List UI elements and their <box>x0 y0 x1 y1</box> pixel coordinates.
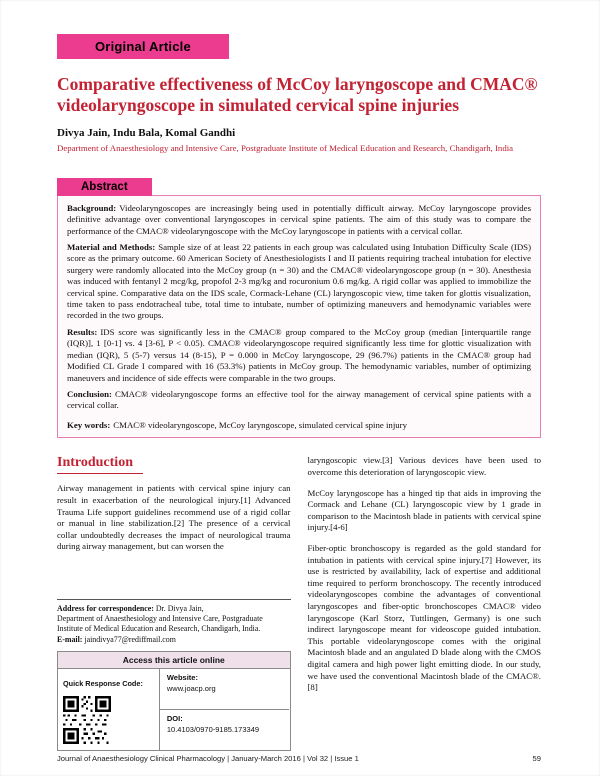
right-paragraph-1: laryngoscopic view.[3] Various devices have been used to overcome this deterioration of laryngoscopic view. <box>307 455 541 477</box>
abstract-results-paragraph <box>67 327 531 384</box>
keywords-label: Key words: <box>67 419 111 430</box>
email-label: E-mail: <box>57 634 83 644</box>
abstract-methods-text: Sample size of at least 22 patients in each group was calculated using Intubation Difficulty Scale (IDS) score as the primary outcome. 60 American Society of Anesthesiologists I and II patients requiring tracheal intubation for elective surgery were randomly allocated into the McCoy group (n = 30) and the CMAC® videolaryngoscope group (n = 30). Anesthesia was induced with fentanyl 2 mcg/kg, propofol 2-3 mg/kg and rocuronium 0.6 mg/kg. A rigid collar was applied to immobilize the cervical spine. Comparative data on the IDS scale, Cormack-Lehane (CL) laryngoscopic view, time taken for glottis visualization, time taken to pass endotracheal tube, total time to intubate, number of optimizing maneuvers and hemodynamic variables were recorded in the two groups. <box>67 241 532 321</box>
abstract-box <box>57 195 541 439</box>
doi-value: 10.4103/0970-9185.173349 <box>166 725 260 735</box>
left-column <box>57 455 291 751</box>
correspondence-block <box>57 599 291 646</box>
correspondence-address: Department of Anaesthesiology and Intensive Care, Postgraduate Institute of Medical Education and Research, Chandigarh, India. <box>57 614 263 634</box>
abstract-background-text: Videolaryngoscopes are increasingly being used in potentially difficult airway. McCoy laryngoscope provides definitive advantage over conventional laryngoscopes in cervical spine patients. The aim of this study was to compare the performance of the CMAC® videolaryngoscope with the McCoy laryngoscope in patients with a cervical collar. <box>67 202 531 236</box>
right-column <box>308 455 542 751</box>
abstract-section <box>57 177 541 439</box>
abstract-methods-paragraph <box>67 242 531 322</box>
affiliation-line: Department of Anaesthesiology and Intensive Care, Postgraduate Institute of Medical Education and Research, Chandigarh, India <box>57 142 514 153</box>
qr-code-icon <box>63 696 111 744</box>
website-value: www.joacp.org <box>166 684 216 694</box>
abstract-conclusion-text: CMAC® videolaryngoscope forms an effective tool for the airway management of cervical spine patients with a cervical collar. <box>67 389 531 411</box>
correspondence-label: Address for correspondence: <box>57 603 154 613</box>
abstract-background-label: Background: <box>67 202 117 213</box>
two-column-body <box>57 455 541 751</box>
authors-line: Divya Jain, Indu Bala, Komal Gandhi <box>57 126 236 139</box>
footer-journal-line: Journal of Anaesthesiology Clinical Pharmacology | January-March 2016 | Vol 32 | Issue 1 <box>57 754 359 763</box>
website-label: Website: <box>166 673 198 683</box>
doi-label: DOI: <box>166 714 183 724</box>
right-paragraph-2: McCoy laryngoscope has a hinged tip that aids in improving the Cormack and Lehane (CL) laryngoscopic view by 1 grade in comparison to the Macintosh blade in patients with cervical spine injury.[4-6] <box>307 487 541 533</box>
keywords-line <box>67 420 531 431</box>
correspondence-email-line <box>57 635 291 645</box>
introduction-paragraph: Airway management in patients with cervical spine injury can result in exacerbation of the neurological injury.[1] Advanced Trauma Life support guidelines recommend use of a rigid collar or manual in line stabilization.[2] The presence of a cervical collar undoubtedly decreases the impact of neurological trauma during airway management, but can worsen the <box>57 483 291 552</box>
introduction-heading: Introduction <box>57 455 143 474</box>
abstract-results-label: Results: <box>67 326 98 337</box>
doi-cell <box>160 709 290 750</box>
paper-title: Comparative effectiveness of McCoy laryngoscope and CMAC® videolaryngoscope in simulated cervical spine injuries <box>57 74 538 116</box>
access-box-body <box>58 669 290 750</box>
article-type-badge: Original Article <box>57 34 229 59</box>
abstract-conclusion-label: Conclusion: <box>67 389 112 400</box>
access-box-title: Access this article online <box>58 652 290 669</box>
abstract-results-text: IDS score was significantly less in the CMAC® group compared to the McCoy group (median [interquartile range (IQR)], 1 [0-1] vs. 4 [3-6], P < 0.05). CMAC® videolaryngoscope required significantly less time for glottic visualization with median (IQR), 5 (5-7) versus 14 (8-15), P = 0.000 in McCoy laryngoscope, 29 (96.7%) patients in the CMAC® group had Modified CL Grade I compared with 16 (53.3%) patients in McCoy group. The hemodynamic variables, number of optimizing maneuvers and incidence of side effects were comparable in the two groups. <box>67 326 531 383</box>
qr-code-cell <box>58 669 160 750</box>
correspondence-line-1 <box>57 604 291 614</box>
abstract-conclusion-paragraph <box>67 389 531 412</box>
correspondence-name: Dr. Divya Jain, <box>155 603 204 613</box>
footer-page-number: 59 <box>532 754 541 763</box>
keywords-text: CMAC® videolaryngoscope, McCoy laryngoscope, simulated cervical spine injury <box>113 419 407 430</box>
abstract-methods-label: Material and Methods: <box>67 241 156 252</box>
page-footer <box>57 754 541 763</box>
email-value: jaindivya77@rediffmail.com <box>84 634 176 644</box>
abstract-background-paragraph <box>67 203 531 237</box>
abstract-heading: Abstract <box>57 178 152 196</box>
access-right-cells <box>160 669 290 750</box>
right-paragraph-3: Fiber-optic bronchoscopy is regarded as the gold standard for intubation in patients with cervical spine injury.[7] However, its use is restricted by availability, lack of expertise and additional time required to perform bronchoscopy. The recently introduced videolaryngoscopes combine the advantages of conventional laryngoscopes and fiber-optic bronchoscopes CMAC® video laryngoscope (Karl Storz, Tuttlingen, Germany) is one such indirect laryngoscope meant for videoscope guided intubation. This portable videolaryngoscope comes with the original Macintosh blade and an angulated D blade along with the CMOS digital camera and high power light emitting diode. In our study, we have used the conventional Macintosh blade of the CMAC®.[8] <box>307 542 541 693</box>
website-cell <box>160 669 290 709</box>
qr-code-label: Quick Response Code: <box>63 679 143 689</box>
access-article-box <box>57 651 291 751</box>
